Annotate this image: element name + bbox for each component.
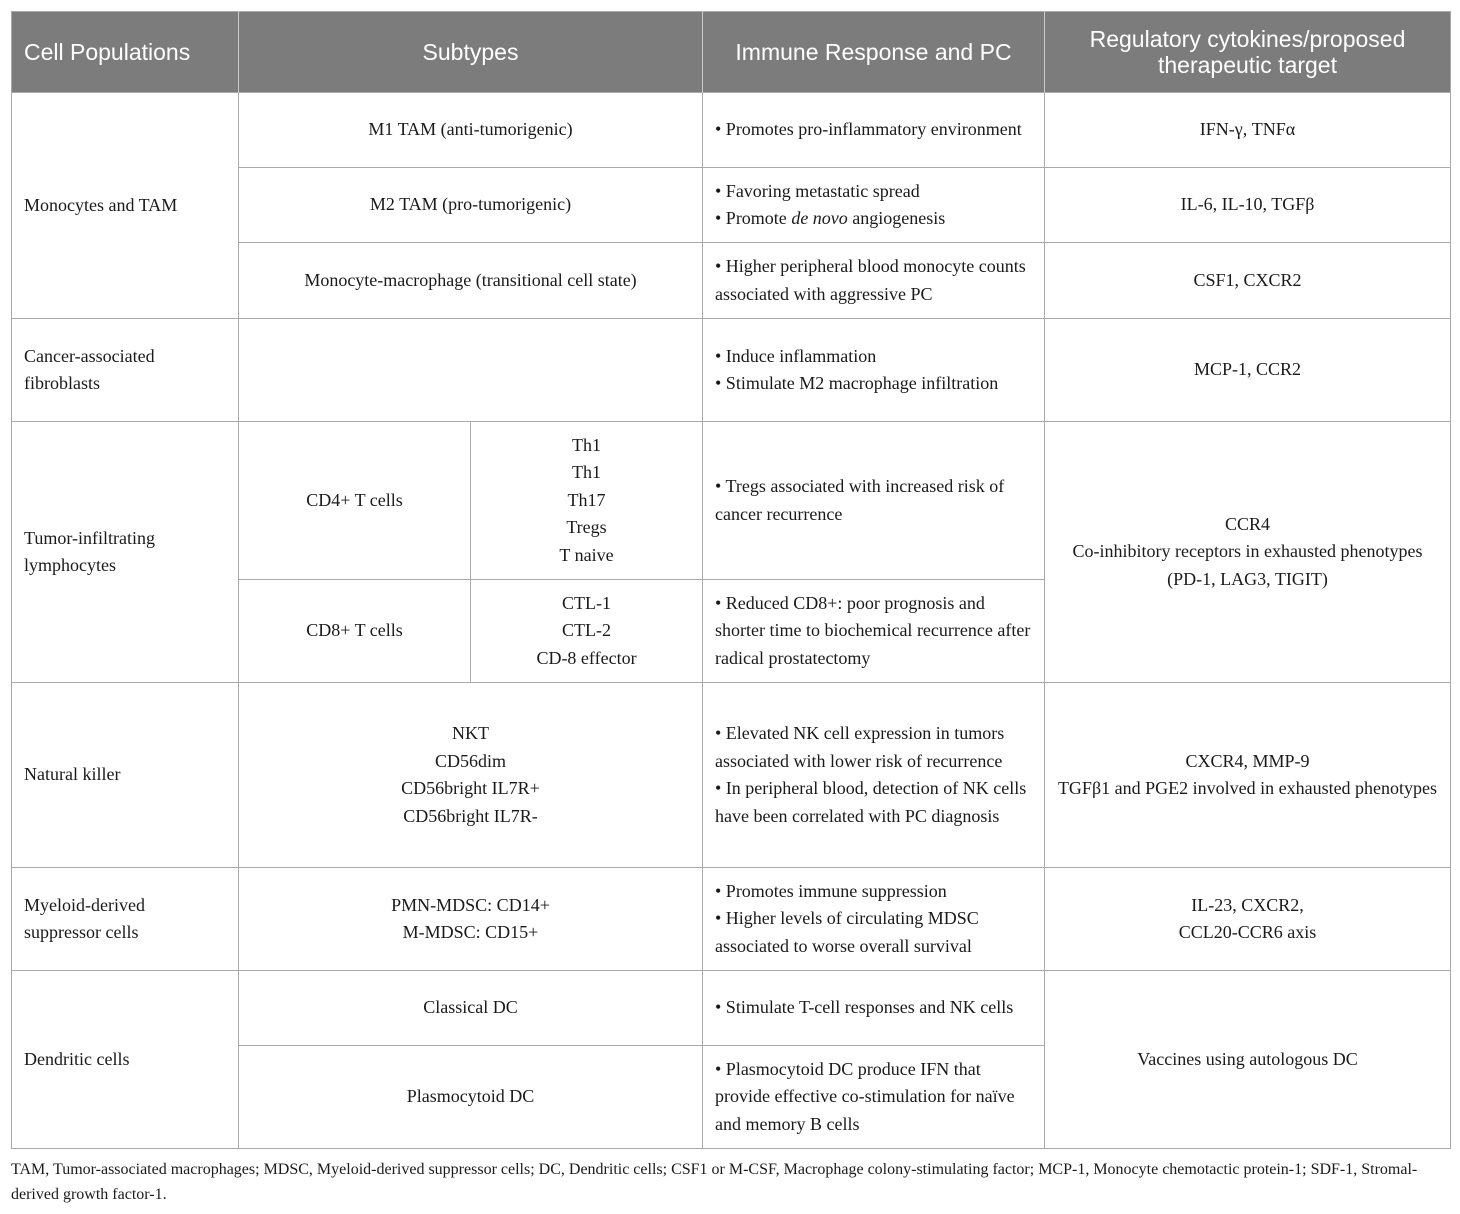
subtype-plasmocytoid-dc: Plasmocytoid DC bbox=[239, 1046, 703, 1149]
response-item: • Promotes pro-inflammatory environment bbox=[715, 119, 1022, 140]
header-row bbox=[12, 12, 1451, 93]
table-footnote: TAM, Tumor-associated macrophages; MDSC, Myeloid-derived suppressor cells; DC, Dendritic cells; CSF1 or M-CSF, Macrophage colony-stimulating factor; MCP-1, Monocyte chemotactic protein-1; SDF-1, Stromal-derived growth factor-1. bbox=[11, 1161, 1418, 1203]
response-item: • Elevated NK cell expression in tumors associated with lower risk of recurrence bbox=[715, 723, 1005, 771]
response-item: • Stimulate M2 macrophage infiltration bbox=[715, 373, 999, 393]
immune-cells-table bbox=[11, 11, 1451, 1149]
target-item: IL-23, CXCR2, bbox=[1191, 894, 1304, 915]
subtype-cd8: CD8+ T cells bbox=[239, 580, 471, 683]
response-cd8 bbox=[703, 580, 1045, 683]
response-text: • Promote bbox=[715, 208, 792, 228]
subtype-monocyte-macrophage: Monocyte-macrophage (transitional cell state) bbox=[239, 243, 703, 319]
response-cd4 bbox=[703, 422, 1045, 580]
population-caf: Cancer-associated fibroblasts bbox=[12, 319, 239, 422]
population-monocytes: Monocytes and TAM bbox=[12, 93, 239, 319]
subtype-cd4: CD4+ T cells bbox=[239, 422, 471, 580]
response-item: • Stimulate T-cell responses and NK cells bbox=[715, 997, 1014, 1018]
target-til bbox=[1045, 422, 1451, 683]
target-mdsc bbox=[1045, 868, 1451, 971]
response-italic-text: de novo bbox=[791, 208, 848, 228]
response-nk bbox=[703, 683, 1045, 868]
target-item: CCR4 bbox=[1224, 513, 1271, 534]
subsubtype-item: Th1 bbox=[572, 462, 601, 483]
response-m2-tam bbox=[703, 168, 1045, 243]
table-container bbox=[11, 11, 1450, 1149]
response-text: angiogenesis bbox=[847, 208, 946, 228]
subsubtype-item: T naive bbox=[559, 544, 614, 565]
target-m2-tam: IL-6, IL-10, TGFβ bbox=[1045, 168, 1451, 243]
target-caf: MCP-1, CCR2 bbox=[1045, 319, 1451, 422]
header-immune-response: Immune Response and PC bbox=[703, 12, 1045, 93]
subsubtype-item: CTL-2 bbox=[562, 620, 611, 641]
response-item: • Favoring metastatic spread bbox=[715, 180, 920, 201]
subtype-item: PMN-MDSC: CD14+ bbox=[391, 894, 550, 915]
target-item: CCL20-CCR6 axis bbox=[1178, 922, 1317, 942]
target-m1-tam: IFN-γ, TNFα bbox=[1045, 93, 1451, 168]
response-caf bbox=[703, 319, 1045, 422]
response-item: • Promotes immune suppression bbox=[715, 880, 947, 901]
table-row bbox=[12, 422, 1451, 580]
header-regulatory-cytokines: Regulatory cytokines/proposed therapeutic target bbox=[1045, 12, 1451, 93]
table-row bbox=[12, 971, 1451, 1046]
subsubtype-item: Th17 bbox=[567, 489, 606, 510]
response-plasmocytoid-dc bbox=[703, 1046, 1045, 1149]
subtype-item: NKT bbox=[452, 723, 489, 743]
response-item: • Higher peripheral blood monocyte counts associated with aggressive PC bbox=[715, 256, 1026, 304]
response-item: • Induce inflammation bbox=[715, 345, 877, 366]
subtype-caf bbox=[239, 319, 703, 422]
subsubtype-item: CTL-1 bbox=[562, 592, 611, 613]
subtype-m2-tam: M2 TAM (pro-tumorigenic) bbox=[239, 168, 703, 243]
subsubtypes-cd8 bbox=[471, 580, 703, 683]
subtype-item: M-MDSC: CD15+ bbox=[402, 922, 539, 942]
response-item bbox=[715, 205, 1032, 233]
population-til: Tumor-infiltrating lymphocytes bbox=[12, 422, 239, 683]
header-cell-populations: Cell Populations bbox=[12, 12, 239, 93]
subtype-item: CD56bright IL7R+ bbox=[401, 778, 540, 798]
subtype-m1-tam: M1 TAM (anti-tumorigenic) bbox=[239, 93, 703, 168]
subsubtype-item: Tregs bbox=[566, 517, 607, 538]
subtypes-mdsc bbox=[239, 868, 703, 971]
subtype-classical-dc: Classical DC bbox=[239, 971, 703, 1046]
response-item: • In peripheral blood, detection of NK cells have been correlated with PC diagnosis bbox=[715, 778, 1027, 826]
population-nk: Natural killer bbox=[12, 683, 239, 868]
response-item: • Higher levels of circulating MDSC associated to worse overall survival bbox=[715, 908, 979, 956]
response-item: • Plasmocytoid DC produce IFN that provide effective co-stimulation for naïve and memory B cells bbox=[715, 1058, 1015, 1134]
header-subtypes: Subtypes bbox=[239, 12, 703, 93]
subsubtype-item: CD-8 effector bbox=[536, 647, 637, 668]
subtypes-nk bbox=[239, 683, 703, 868]
population-mdsc: Myeloid-derived suppressor cells bbox=[12, 868, 239, 971]
subtype-item: CD56dim bbox=[434, 750, 506, 771]
response-classical-dc bbox=[703, 971, 1045, 1046]
subsubtypes-cd4 bbox=[471, 422, 703, 580]
population-dc: Dendritic cells bbox=[12, 971, 239, 1149]
response-mdsc bbox=[703, 868, 1045, 971]
response-monocyte-macrophage bbox=[703, 243, 1045, 319]
response-m1-tam bbox=[703, 93, 1045, 168]
target-dc: Vaccines using autologous DC bbox=[1045, 971, 1451, 1149]
table-row bbox=[12, 93, 1451, 168]
target-item: Co-inhibitory receptors in exhausted phenotypes (PD-1, LAG3, TIGIT) bbox=[1072, 541, 1423, 589]
target-nk bbox=[1045, 683, 1451, 868]
response-item: • Reduced CD8+: poor prognosis and shorter time to biochemical recurrence after radical prostatectomy bbox=[715, 592, 1031, 668]
response-item: • Tregs associated with increased risk of cancer recurrence bbox=[715, 476, 1005, 524]
subtype-item: CD56bright IL7R- bbox=[403, 805, 538, 826]
target-monocyte-macrophage: CSF1, CXCR2 bbox=[1045, 243, 1451, 319]
target-item: TGFβ1 and PGE2 involved in exhausted phenotypes bbox=[1057, 778, 1438, 798]
table-row bbox=[12, 319, 1451, 422]
target-item: CXCR4, MMP-9 bbox=[1185, 750, 1310, 771]
table-row bbox=[12, 868, 1451, 971]
subsubtype-item: Th1 bbox=[572, 434, 601, 455]
table-row bbox=[12, 683, 1451, 868]
